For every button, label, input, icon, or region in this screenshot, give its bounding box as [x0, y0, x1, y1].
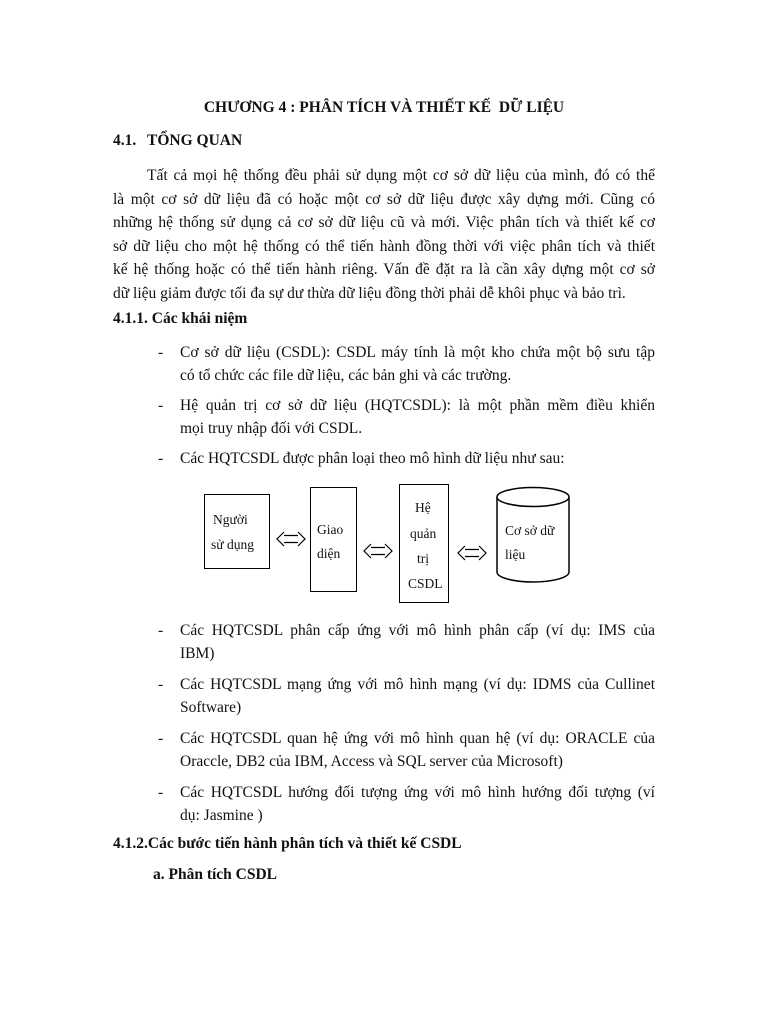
database-label: Cơ sở dữ — [505, 523, 555, 538]
paragraph-line: là một cơ sở dữ liệu đã có hoặc một cơ sở dữ liệu được xây dựng mới. Cũng có — [113, 190, 655, 208]
section-number: 4.1. — [113, 132, 137, 149]
list-item-line: Software) — [180, 699, 242, 716]
list-item-line: mọi truy nhập đối với CSDL. — [180, 420, 363, 437]
list-item-line: Hệ quản trị cơ sở dữ liệu (HQTCSDL): là một phần mềm điều khiển — [180, 397, 655, 414]
list-item-line: Oraccle, DB2 của IBM, Access và SQL server của Microsoft) — [180, 753, 563, 770]
section-title: TỔNG QUAN — [147, 132, 243, 149]
dbms-box-label: Hệ — [415, 500, 431, 515]
list-item-line: Các HQTCSDL quan hệ ứng với mô hình quan hệ (ví dụ: ORACLE của — [180, 730, 655, 747]
user-box-label: sử dụng — [211, 537, 254, 552]
section-heading-4-1-2 — [113, 835, 462, 853]
double-arrow-icon — [456, 544, 488, 562]
subsection-heading-a: a. Phân tích CSDL — [153, 866, 278, 883]
interface-box-label: Giao — [317, 522, 344, 537]
list-dash: - — [158, 622, 164, 639]
list-item-line: dụ: Jasmine ) — [180, 807, 263, 824]
database-label: liệu — [505, 547, 526, 562]
paragraph-line: sở dữ liệu cho một hệ thống có thể tiến hành đồng thời với việc phân tích và thiết — [113, 237, 655, 255]
section-title: Các khái niệm — [151, 310, 248, 327]
user-box — [204, 494, 270, 569]
list-item-line: có tổ chức các file dữ liệu, các bản ghi và các trường. — [180, 367, 512, 384]
double-arrow-icon — [362, 542, 394, 560]
list-item-line: Các HQTCSDL phân cấp ứng với mô hình phân cấp (ví dụ: IMS của — [180, 622, 655, 639]
list-dash: - — [158, 397, 164, 414]
dbms-box-label: quản — [410, 526, 437, 541]
section-heading-4-1 — [113, 132, 242, 150]
paragraph-line: dữ liệu giảm được tối đa sự dư thừa dữ liệu đồng thời phải dễ khôi phục và bảo trì. — [113, 284, 626, 302]
list-item-line: IBM) — [180, 645, 215, 662]
list-item-line: Các HQTCSDL được phân loại theo mô hình dữ liệu như sau: — [180, 450, 565, 467]
double-arrow-icon — [275, 530, 307, 548]
list-dash: - — [158, 344, 164, 361]
chapter-title: CHƯƠNG 4 : PHÂN TÍCH VÀ THIẾT KẾ DỮ LIỆU — [203, 99, 565, 116]
list-item-line: Các HQTCSDL mạng ứng với mô hình mạng (ví dụ: IDMS của Cullinet — [180, 676, 655, 693]
list-item-line: Cơ sở dữ liệu (CSDL): CSDL máy tính là một kho chứa một bộ sưu tập — [180, 344, 655, 361]
dbms-box-label: trị — [417, 551, 429, 566]
list-dash: - — [158, 450, 164, 467]
list-dash: - — [158, 730, 164, 747]
section-title: Các bước tiến hành phân tích và thiết kế CSDL — [147, 835, 462, 852]
overview-paragraph — [113, 164, 655, 306]
list-item-line: Các HQTCSDL hướng đối tượng ứng với mô hình hướng đối tượng (ví — [180, 784, 655, 801]
list-dash: - — [158, 784, 164, 801]
paragraph-line: những hệ thống sử dụng cả cơ sở dữ liệu cũ và mới. Việc phân tích và thiết kế cơ — [113, 214, 655, 232]
section-number: 4.1.2. — [113, 835, 148, 852]
dbms-box — [399, 484, 449, 603]
interface-box — [310, 487, 357, 592]
paragraph-line: Tất cả mọi hệ thống đều phải sử dụng một cơ sở dữ liệu của mình, đó có thể — [147, 167, 655, 184]
interface-box-label: diện — [317, 546, 341, 561]
section-number: 4.1.1. — [113, 310, 148, 327]
list-dash: - — [158, 676, 164, 693]
dbms-box-label: CSDL — [408, 576, 443, 591]
paragraph-line: kế hệ thống hoặc có thể tiến hành riêng. Vấn đề đặt ra là cần xây dựng một cơ sở — [113, 261, 655, 279]
section-heading-4-1-1 — [113, 310, 247, 328]
user-box-label: Người — [213, 512, 248, 527]
